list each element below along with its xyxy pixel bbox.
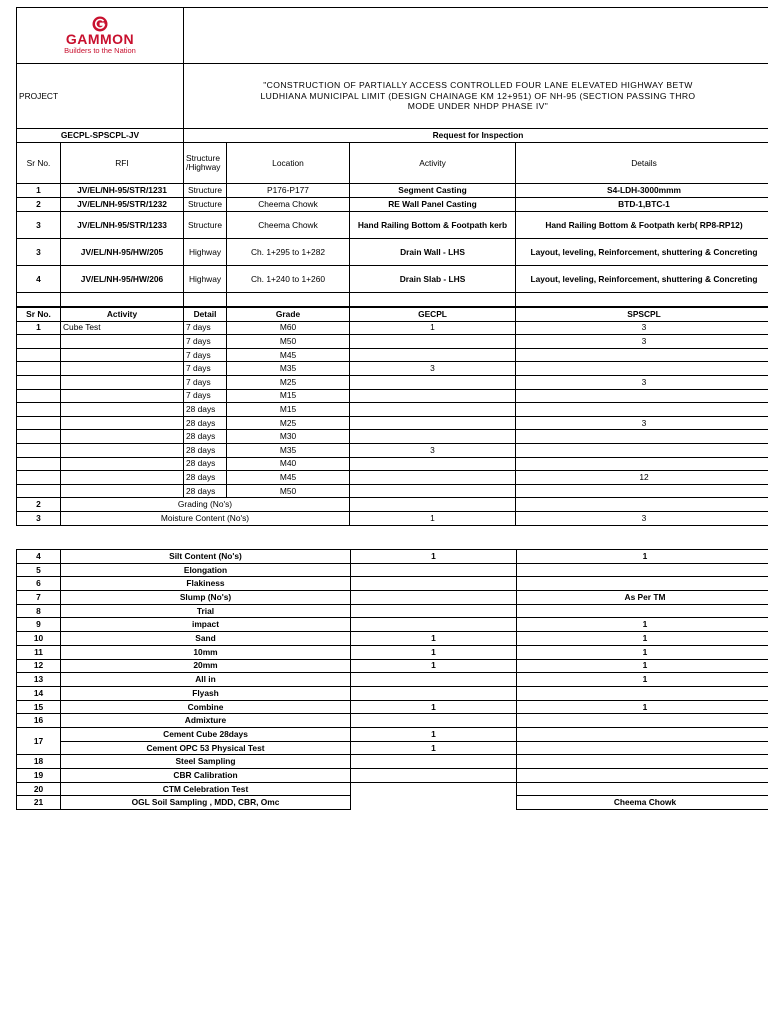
header-table — [16, 7, 768, 129]
test-gecpl — [350, 335, 516, 349]
misc-activity: impact — [61, 618, 351, 632]
rfi-number: JV/EL/NH-95/STR/1232 — [61, 198, 184, 212]
test-detail: 28 days — [184, 430, 227, 444]
table-row — [17, 239, 768, 266]
misc-sr: 13 — [17, 673, 61, 687]
test-gecpl — [350, 484, 516, 498]
misc-spscpl: 1 — [517, 673, 768, 687]
misc-gecpl: 1 — [351, 550, 517, 564]
test-grade: M35 — [227, 362, 350, 376]
rfi-sr: 1 — [17, 184, 61, 198]
test-spscpl — [516, 348, 768, 362]
table-row — [17, 686, 768, 700]
table-row — [17, 335, 768, 349]
header-blank — [184, 8, 768, 64]
test-grade: M60 — [227, 321, 350, 335]
test-grade: M25 — [227, 375, 350, 389]
project-title-line1: "CONSTRUCTION OF PARTIALLY ACCESS CONTROLLED FOUR LANE ELEVATED HIGHWAY BETW — [263, 79, 693, 90]
rfi-col-header: Location — [227, 143, 350, 184]
rfi-details: Hand Railing Bottom & Footpath kerb( RP8-RP12) — [516, 212, 768, 239]
misc-spscpl: As Per TM — [517, 591, 768, 605]
test-gecpl — [350, 498, 516, 512]
misc-sr: 19 — [17, 769, 61, 783]
misc-activity: Admixture — [61, 714, 351, 728]
test-spscpl: 3 — [516, 321, 768, 335]
misc-spscpl: 1 — [517, 645, 768, 659]
test-detail: 7 days — [184, 335, 227, 349]
table-row — [17, 184, 768, 198]
test-detail: 7 days — [184, 375, 227, 389]
test-gecpl: 1 — [350, 511, 516, 525]
test-gecpl — [350, 416, 516, 430]
tests-col-header: SPSCPL — [516, 308, 768, 322]
misc-gecpl — [351, 618, 517, 632]
table-row — [17, 348, 768, 362]
misc-spscpl — [517, 577, 768, 591]
rfi-number: JV/EL/NH-95/STR/1233 — [61, 212, 184, 239]
misc-activity: Steel Sampling — [61, 755, 351, 769]
test-spscpl — [516, 498, 768, 512]
jv-label: GECPL-SPSCPL-JV — [17, 129, 184, 143]
test-gecpl: 1 — [350, 321, 516, 335]
test-gecpl — [350, 348, 516, 362]
rfi-number: JV/EL/NH-95/HW/206 — [61, 266, 184, 293]
misc-activity: Trial — [61, 604, 351, 618]
table-row — [17, 443, 768, 457]
rfi-sr: 4 — [17, 266, 61, 293]
table-row — [17, 375, 768, 389]
rfi-col-header: Sr No. — [17, 143, 61, 184]
rfi-col-header: Activity — [350, 143, 516, 184]
project-title — [184, 64, 768, 129]
table-row — [17, 198, 768, 212]
table-row — [17, 632, 768, 646]
misc-gecpl — [351, 714, 517, 728]
test-gecpl — [350, 389, 516, 403]
misc-activity: Cement OPC 53 Physical Test — [61, 741, 351, 755]
test-gecpl — [350, 430, 516, 444]
rfi-activity: Drain Wall - LHS — [350, 239, 516, 266]
test-gecpl: 3 — [350, 443, 516, 457]
misc-activity: 10mm — [61, 645, 351, 659]
table-row — [17, 550, 768, 564]
rfi-location: Ch. 1+295 to 1+282 — [227, 239, 350, 266]
table-row — [17, 659, 768, 673]
test-sr: 2 — [17, 498, 61, 512]
table-row — [17, 416, 768, 430]
tests-col-header: Detail — [184, 308, 227, 322]
rfi-location: P176-P177 — [227, 184, 350, 198]
table-row — [17, 604, 768, 618]
table-row — [17, 212, 768, 239]
rfi-location: Cheema Chowk — [227, 198, 350, 212]
table-row — [17, 741, 768, 755]
rfi-details: S4-LDH-3000mmm — [516, 184, 768, 198]
misc-activity: Flakiness — [61, 577, 351, 591]
test-gecpl: 3 — [350, 362, 516, 376]
misc-gecpl — [351, 673, 517, 687]
test-spscpl — [516, 430, 768, 444]
gammon-logo-icon — [92, 16, 108, 32]
tests-col-header: Activity — [61, 308, 184, 322]
misc-gecpl: 1 — [351, 659, 517, 673]
test-gecpl — [350, 375, 516, 389]
tests-col-header: GECPL — [350, 308, 516, 322]
misc-sr: 16 — [17, 714, 61, 728]
table-row — [17, 362, 768, 376]
project-title-line3: MODE UNDER NHDP PHASE IV" — [407, 101, 549, 112]
misc-gecpl — [351, 577, 517, 591]
rfi-activity: Segment Casting — [350, 184, 516, 198]
table-row — [17, 673, 768, 687]
misc-gecpl: 1 — [351, 700, 517, 714]
test-spscpl — [516, 362, 768, 376]
misc-sr: 4 — [17, 550, 61, 564]
table-row — [17, 782, 768, 796]
misc-activity: OGL Soil Sampling , MDD, CBR, Omc — [61, 796, 351, 810]
table-row — [17, 645, 768, 659]
test-grade: M15 — [227, 403, 350, 417]
rfi-location: Cheema Chowk — [227, 212, 350, 239]
rfi-number: JV/EL/NH-95/HW/205 — [61, 239, 184, 266]
table-row — [17, 577, 768, 591]
misc-spscpl — [517, 563, 768, 577]
misc-activity: All in — [61, 673, 351, 687]
misc-sr: 21 — [17, 796, 61, 810]
table-row — [17, 266, 768, 293]
rfi-number: JV/EL/NH-95/STR/1231 — [61, 184, 184, 198]
table-row — [17, 403, 768, 417]
misc-gecpl: 1 — [351, 727, 517, 741]
misc-activity: Cement Cube 28days — [61, 727, 351, 741]
misc-sr: 15 — [17, 700, 61, 714]
test-grade: M30 — [227, 430, 350, 444]
rfi-sr: 3 — [17, 212, 61, 239]
rfi-sr: 3 — [17, 239, 61, 266]
test-detail: 7 days — [184, 321, 227, 335]
misc-spscpl: 1 — [517, 550, 768, 564]
table-row — [17, 471, 768, 485]
misc-spscpl: 1 — [517, 659, 768, 673]
misc-sr: 11 — [17, 645, 61, 659]
test-grade: M15 — [227, 389, 350, 403]
misc-spscpl: 1 — [517, 618, 768, 632]
table-row — [17, 563, 768, 577]
rfi-col-header: RFI — [61, 143, 184, 184]
rfi-table — [16, 128, 768, 307]
misc-activity: 20mm — [61, 659, 351, 673]
misc-gecpl — [351, 604, 517, 618]
test-detail: 7 days — [184, 362, 227, 376]
test-grade: M40 — [227, 457, 350, 471]
test-spscpl — [516, 484, 768, 498]
table-row — [17, 618, 768, 632]
rfi-details: Layout, leveling, Reinforcement, shuttering & Concreting — [516, 266, 768, 293]
project-label: PROJECT — [17, 64, 184, 129]
misc-activity: Slump (No's) — [61, 591, 351, 605]
test-spscpl: 3 — [516, 511, 768, 525]
misc-sr: 18 — [17, 755, 61, 769]
misc-spscpl: 1 — [517, 700, 768, 714]
misc-activity: Combine — [61, 700, 351, 714]
misc-spscpl: 1 — [517, 632, 768, 646]
misc-sr: 8 — [17, 604, 61, 618]
misc-activity: Sand — [61, 632, 351, 646]
table-row — [17, 700, 768, 714]
misc-gecpl — [351, 686, 517, 700]
table-row — [17, 769, 768, 783]
test-gecpl — [350, 403, 516, 417]
logo-wordmark: GAMMON — [65, 30, 135, 47]
rfi-col-header: Details — [516, 143, 768, 184]
misc-spscpl — [517, 714, 768, 728]
table-row — [17, 430, 768, 444]
test-activity: Moisture Content (No's) — [61, 511, 350, 525]
table-row — [17, 796, 768, 810]
misc-gecpl: 1 — [351, 645, 517, 659]
tests-col-header: Grade — [227, 308, 350, 322]
rfi-details: BTD-1,BTC-1 — [516, 198, 768, 212]
test-detail: 7 days — [184, 389, 227, 403]
table-row — [17, 755, 768, 769]
misc-sr: 12 — [17, 659, 61, 673]
rfi-location: Ch. 1+240 to 1+260 — [227, 266, 350, 293]
table-row — [17, 321, 768, 335]
rfi-sr: 2 — [17, 198, 61, 212]
test-grade: M25 — [227, 416, 350, 430]
rfi-activity: Drain Slab - LHS — [350, 266, 516, 293]
test-spscpl: 3 — [516, 416, 768, 430]
misc-sr: 9 — [17, 618, 61, 632]
table-row — [17, 714, 768, 728]
misc-sr: 20 — [17, 782, 61, 796]
test-grade: M50 — [227, 335, 350, 349]
test-gecpl — [350, 457, 516, 471]
table-row — [17, 389, 768, 403]
test-detail: 28 days — [184, 403, 227, 417]
misc-gecpl: 1 — [351, 741, 517, 755]
misc-sr: 14 — [17, 686, 61, 700]
test-activity: Grading (No's) — [61, 498, 350, 512]
misc-activity: CTM Celebration Test — [61, 782, 351, 796]
test-spscpl: 12 — [516, 471, 768, 485]
misc-activity: Elongation — [61, 563, 351, 577]
test-detail: 28 days — [184, 471, 227, 485]
misc-sr: 7 — [17, 591, 61, 605]
rfi-type: Structure — [184, 198, 227, 212]
test-sr: 3 — [17, 511, 61, 525]
misc-spscpl — [517, 686, 768, 700]
test-grade: M45 — [227, 348, 350, 362]
tests-table — [16, 307, 768, 526]
table-row — [17, 511, 768, 525]
test-detail: 28 days — [184, 457, 227, 471]
misc-gecpl — [351, 591, 517, 605]
test-grade: M35 — [227, 443, 350, 457]
test-detail: 28 days — [184, 484, 227, 498]
rfi-col-header: Structure /Highway — [184, 143, 227, 184]
project-title-line2: LUDHIANA MUNICIPAL LIMIT (DESIGN CHAINAGE KM 12+951) OF NH-95 (SECTION PASSING THRO — [260, 90, 696, 101]
test-sr: 1 — [17, 321, 61, 335]
test-grade: M45 — [227, 471, 350, 485]
misc-activity: CBR Calibration — [61, 769, 351, 783]
rfi-title: Request for Inspection — [184, 129, 768, 143]
test-spscpl — [516, 443, 768, 457]
test-activity: Cube Test — [61, 321, 184, 335]
misc-gecpl: 1 — [351, 632, 517, 646]
misc-sr: 17 — [17, 727, 61, 754]
rfi-details: Layout, leveling, Reinforcement, shuttering & Concreting — [516, 239, 768, 266]
misc-sr: 6 — [17, 577, 61, 591]
logo-tagline: Builders to the Nation — [64, 46, 136, 56]
misc-sr: 10 — [17, 632, 61, 646]
test-spscpl — [516, 403, 768, 417]
test-detail: 7 days — [184, 348, 227, 362]
test-detail: 28 days — [184, 443, 227, 457]
misc-sr: 5 — [17, 563, 61, 577]
table-row — [17, 498, 768, 512]
rfi-activity: RE Wall Panel Casting — [350, 198, 516, 212]
misc-spscpl — [517, 604, 768, 618]
test-grade: M50 — [227, 484, 350, 498]
test-spscpl — [516, 457, 768, 471]
test-spscpl — [516, 389, 768, 403]
misc-activity: Flyash — [61, 686, 351, 700]
table-row — [17, 457, 768, 471]
test-gecpl — [350, 471, 516, 485]
tests-col-header: Sr No. — [17, 308, 61, 322]
test-spscpl: 3 — [516, 335, 768, 349]
table-row — [17, 591, 768, 605]
misc-tests-table — [16, 549, 768, 810]
test-spscpl: 3 — [516, 375, 768, 389]
table-row — [17, 727, 768, 741]
misc-activity: Silt Content (No's) — [61, 550, 351, 564]
rfi-type: Structure — [184, 212, 227, 239]
misc-spscpl: Cheema Chowk — [517, 796, 768, 810]
rfi-type: Highway — [184, 239, 227, 266]
logo-cell — [17, 8, 184, 64]
test-detail: 28 days — [184, 416, 227, 430]
rfi-type: Structure — [184, 184, 227, 198]
table-row — [17, 484, 768, 498]
rfi-type: Highway — [184, 266, 227, 293]
misc-gecpl — [351, 563, 517, 577]
rfi-activity: Hand Railing Bottom & Footpath kerb — [350, 212, 516, 239]
